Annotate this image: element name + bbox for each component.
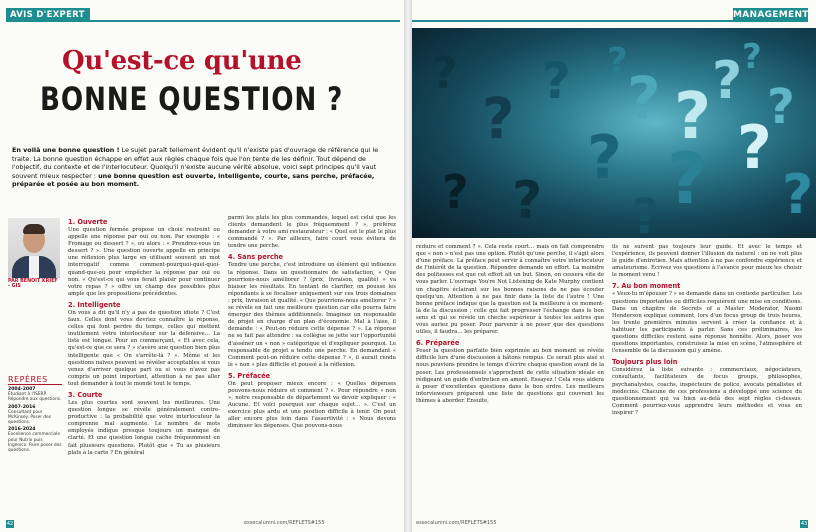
svg-text:?: ? bbox=[632, 189, 660, 238]
section-title: 7. Au bon moment bbox=[612, 282, 681, 291]
reperes-text: Consultant pour McKinsey. Poser des questions. bbox=[8, 409, 52, 426]
right-page bbox=[412, 0, 816, 532]
lead-text: Le sujet paraît tellement évident qu'il n'existe pas d'ouvrage de référence qui le traite. La bonne question échappe en effet aux règles chaque fois que l'on tente de les définir. Tout dépend de l'objectif, du contexte et de l'interlocuteur. Quoiqu'il n'existe aucune vérité absolue, voici sept principes qu'il vaut souvent mieux respecter : bbox=[12, 146, 379, 180]
svg-text:?: ? bbox=[737, 113, 772, 183]
section-text: Tendre une perche, c'est introduire un élément qui influence la réponse. Dans un questionnaire de satisfaction, « Que pourrions-nous améliorer ? (prix, livraison, qualité) » va biaiser les résultats. En tentant de clarifier, on pousse les répondants à se focaliser uniquement sur ces trois domaines : prix, livraison et qualité. « Que pourrions-nous améliorer ? » se révèle en fait une meilleure question car elle pourra faire émerger des thèmes additionnels. Imaginez un responsable de projet en charge d'un plan d'économie. Mal à l'aise, il demande : « Peut-on réduire cette dépense ? ». La réponse ne se fait pas attendre : sa collègue se jette sur l'opportunité d'asséner un « non » catégorique et d'expliquer pourquoi. Le responsable de projet a tendu une perche. En demandant « Comment peut-on réduire cette dépense ? », il aurait rendu le « non » plus difficile et poussé à la réflexion. bbox=[228, 262, 396, 368]
reperes-year: 2007-2016 bbox=[8, 404, 36, 410]
lead-paragraph bbox=[12, 146, 394, 189]
svg-text:?: ? bbox=[742, 37, 762, 77]
svg-text:?: ? bbox=[674, 80, 712, 154]
reperes-text: Étudiant à l'ISERP. Répondre aux questions. bbox=[8, 392, 62, 403]
svg-text:?: ? bbox=[482, 87, 515, 152]
svg-text:?: ? bbox=[542, 52, 572, 110]
header-rule bbox=[6, 20, 400, 22]
section-title: 4. Sans perche bbox=[228, 253, 284, 262]
section-text: Poser la question parfaite bien exprimée au bon moment se révèle difficile lors d'une discussion à bâtons rompus. Ce serait plus aisé si nous pouvions prendre le temps d'écrire chaque question avant de la poser. Les professionnels s'approchent de cette situation idéale en rédigeant un guide d'entretien en amont. Essayez ! Cela vous aidera à poser d'excellentes questions dans le bon ordre. Les meilleurs intervieweurs préparent une liste de questions qui couvrent les thèmes à aborder. Ensuite, bbox=[416, 348, 604, 404]
section-title: 2. Intelligente bbox=[68, 300, 121, 309]
rubric-avis-expert: AVIS D'EXPERT bbox=[6, 8, 90, 22]
reperes-text: Excellence commerciale pour Nutrix puis Ingenico. Faire poser des questions. bbox=[8, 432, 62, 454]
section-title: 3. Courte bbox=[68, 390, 103, 399]
question-marks-photo bbox=[412, 28, 816, 238]
column-4 bbox=[612, 244, 802, 516]
section-text: réduire et comment ? ». Cela reste court… mais on fait comprendre que « non » n'est pas une option. Plutôt qu'une perche, il s'agit alors d'une préface. La préface peut servir à connaître votre interlocuteur de l'intérêt de la question. Répondre demande un effort. La moindre des politesses est que cet effort ait un but. Sinon, on cessera vite de vous parler. L'ouvrage You're Not Listening de Kate Murphy contient un chapitre éclairant sur les bonnes raisons de ne pas écouter quelqu'un. Attention à ne pas finir dans la liste de l'autre ! Une bonne préface indique que la question est la meilleure à ce moment-là de la discussion ; celle qui fait progresser l'échange dans le bon sens et qui se révèle un cheche supérieur à toutes les autres que vous auriez pu poser. Pour parvenir à ne poser que des questions utiles, il faudra… les préparer. bbox=[416, 244, 604, 336]
svg-text:?: ? bbox=[432, 48, 458, 99]
section-title: 5. Préfacée bbox=[228, 371, 271, 380]
svg-text:?: ? bbox=[607, 41, 628, 82]
column-1 bbox=[68, 215, 220, 515]
section-title: 1. Ouverte bbox=[68, 218, 108, 226]
reperes-title: REPÈRES bbox=[8, 375, 62, 385]
section-title: Toujours plus loin bbox=[612, 358, 678, 367]
section-title: 6. Préparée bbox=[416, 339, 460, 348]
svg-text:?: ? bbox=[767, 79, 795, 135]
reperes-year: 2016-2024 bbox=[8, 427, 36, 433]
svg-text:?: ? bbox=[587, 123, 622, 193]
title-line-1: Qu'est-ce qu'une bbox=[62, 46, 302, 76]
section-text: parmi les plats les plus commandés, lequel est celui que les clients demandent le plus fréquemment ? », préférez demander à votre ami restaurateur : « Quel est le plat le plus commandé ? ». Par ailleurs, faire court vous évitera de tendre une perche. bbox=[228, 215, 396, 250]
section-text: Les plus courtes sont souvent les meilleures. Une question longue se révèle généralement contre-productive : la probabilité que votre interlocuteur la comprenne mal augmente. Le nombre de mots employés indique presque toujours un manque de clarté. Et une question longue cache fréquemment en fait plusieurs questions. Plutôt que « Tu as plusieurs plats à la carte ? En général bbox=[68, 399, 220, 456]
question-marks-illustration bbox=[412, 28, 816, 238]
section-text: Une question fermée propose un choix restreint ou appelle une réponse par oui ou non. Par exemple : « Fromage ou dessert ? », ou alors : « Prendrez-vous un dessert ? ». Une question ouverte appelle en principe une réflexion plus large en utilisant souvent un mot interrogatif comme comment-pourquoi-quel-quoi-quand-que-où pour empêcher la réponse par oui ou non. « Qu'est-ce qui vous ferait plaisir pour continuer votre repas ? » offre un champ des possibles plus ample que les propositions précédentes. bbox=[68, 227, 220, 297]
rubric-management: MANAGEMENT bbox=[733, 10, 809, 20]
header-rule bbox=[412, 20, 808, 22]
footer-url: essecalumni.com/REFLETS#155 bbox=[244, 520, 325, 526]
svg-text:?: ? bbox=[512, 171, 543, 231]
left-page bbox=[0, 0, 404, 532]
page-number: 42 bbox=[6, 521, 14, 527]
title-line-2: BONNE QUESTION ? bbox=[40, 80, 344, 118]
section-text: ils ne suivent pas toujours leur guide. Et avec le temps et l'expérience, ils peuvent donner l'illusion du naturel : on ne voit plus le guide d'entretien. Mais attention à ne pas confondre expérience et amateurisme. Écrivez vos questions à l'avance pour mieux les choisir le moment venu ! bbox=[612, 244, 802, 279]
column-3 bbox=[416, 244, 604, 516]
lead-bold-end: une bonne question est ouverte, intelligente, courte, sans perche, préfacée, préparée et posée au bon moment. bbox=[12, 171, 375, 189]
footer-url: essecalumni.com/REFLETS#155 bbox=[416, 520, 497, 526]
column-2 bbox=[228, 215, 396, 515]
lead-bold-start: En voilà une bonne question ! bbox=[12, 146, 120, 154]
section-text: On vous a dit qu'il n'y a pas de question idiote ? C'est faux. Celles dont vous devriez connaître la réponse, celles qui font perdre du temps, celles qui mettent inutilement votre interlocuteur sur la défensive… La liste est longue. Pour un commerçant, « Et avec cela, qu'est-ce que ce sera ? » s'avère une question bien plus intelligente que « On s'arrête-là ? ». Même si les questions naïves peuvent se révéler acceptables si vous venez d'arriver quelque part ou si vous n'avez pas compris un point important, attention à ne pas aller tout demander à tout le monde tout le temps. bbox=[68, 309, 220, 387]
svg-text:?: ? bbox=[667, 138, 708, 220]
section-text: Considérez la liste suivante : commerciaux, négociateurs, consultants, facilitateurs de focus groups, philosophes, psychanalystes, coachs, inspecteurs de police, avocats pénalistes et médecins. Chacune de ces professions a développé une science du questionnement qui va bien au-delà des sept règles ci-dessus. Comment pourriez-vous apprendre leurs méthodes et vous en inspirer ? bbox=[612, 367, 802, 416]
svg-text:?: ? bbox=[627, 64, 661, 132]
reperes-box bbox=[8, 375, 62, 454]
author-portrait bbox=[8, 218, 60, 278]
page-gutter bbox=[404, 0, 412, 532]
svg-text:?: ? bbox=[442, 165, 469, 219]
section-text: On peut proposer mieux encore : « Quelles dépenses pouvons-nous réduire et comment ? ». Pour répondre « non », notre responsable de département va devoir expliquer : « Aucune. Et voici pourquoi sur chaque sujet… ». C'est un exercice plus ardu et une position difficile à tenir. On peut aller encore plus loin dans l'assertivité : « Nous devons diminuer les dépenses. Que pouvons-nous bbox=[228, 380, 396, 430]
page-number: 43 bbox=[800, 521, 808, 527]
reperes-year: 2004-2007 bbox=[8, 387, 36, 392]
section-text: « Veux-tu m'épouser ? » se demande dans un contexte particulier. Les questions importantes ou difficiles requièrent une mise en conditions. Dans un chapitre de Secrets of a Master Moderator, Naomi Henderson explique comment, lors d'un focus group de trois heures, les trente premières minutes servent à créer la confiance et à habituer les participants à parler. Sans ces préliminaires, les questions difficiles restent sans réponse honnête. Alors, poser vos questions importantes, construisez la mise en scène, l'atmosphère et l'ensemble de la discussion qui y amène. bbox=[612, 291, 802, 355]
author-credit: PAR BENOIT KRIEF - GIS bbox=[8, 279, 58, 289]
svg-text:?: ? bbox=[782, 163, 814, 226]
svg-text:?: ? bbox=[712, 51, 743, 111]
